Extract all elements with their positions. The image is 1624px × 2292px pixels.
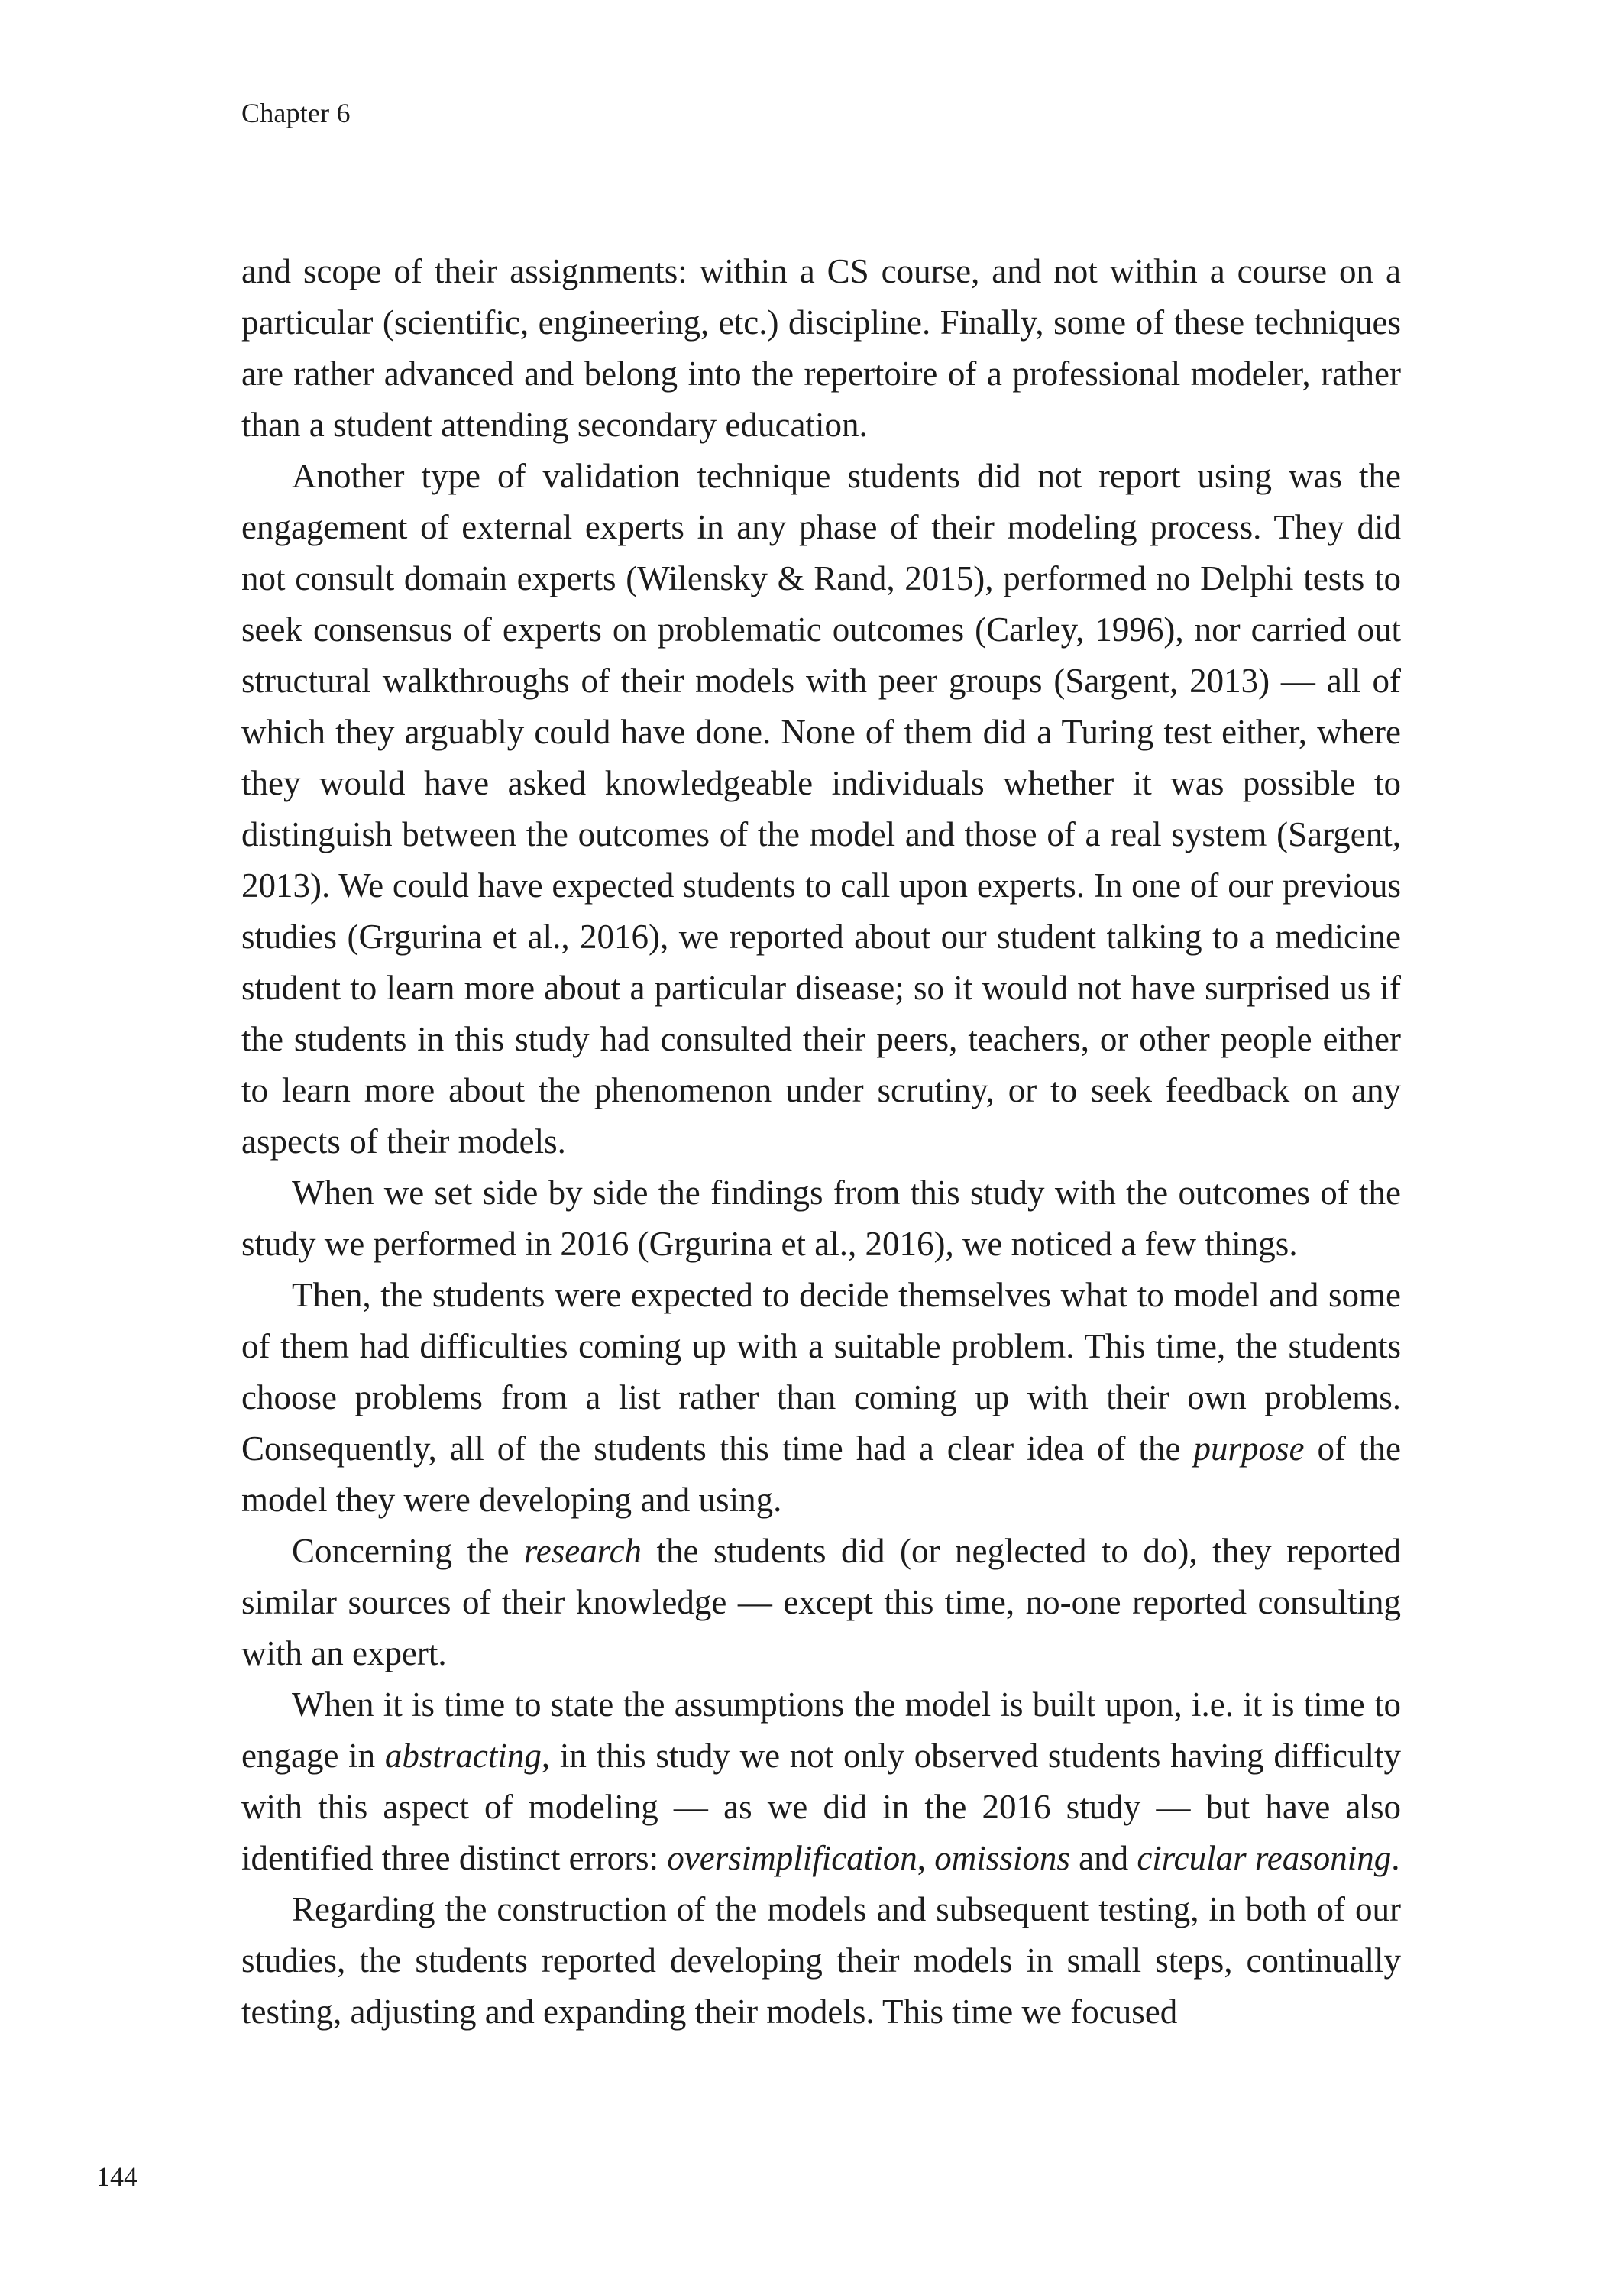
emphasized-term: abstracting (384, 1737, 542, 1775)
paragraph (241, 451, 1401, 1167)
text-run: , (917, 1839, 935, 1877)
paragraph (241, 1526, 1401, 1679)
paragraph (241, 1270, 1401, 1526)
paragraph (241, 1884, 1401, 2038)
text-run: Concerning the (292, 1532, 524, 1570)
paragraph (241, 1167, 1401, 1270)
body-text (241, 246, 1401, 2038)
text-run: the students did (or neglected to do), they reported similar sources of their knowledge — except this time, no-one reported consulting with an expert. (241, 1532, 1401, 1672)
paragraph (241, 1679, 1401, 1884)
emphasized-term: omissions (934, 1839, 1070, 1877)
emphasized-term: oversimplification (667, 1839, 917, 1877)
emphasized-term: circular reasoning (1137, 1839, 1392, 1877)
text-run: and scope of their assignments: within a CS course, and not within a course on a particular (scientific, engineering, etc.) discipline. Finally, some of these techniques are rather advanced and belong into the repertoire of a professional modeler, rather than a student attending secondary education. (241, 252, 1401, 444)
paragraph (241, 246, 1401, 451)
text-run: . (1391, 1839, 1400, 1877)
page-number: 144 (96, 2161, 137, 2192)
emphasized-term: research (523, 1532, 642, 1570)
text-run: , in this study we not only observed students having difficulty with this aspect of modeling — as we did in the 2016 study — but have also identified three distinct errors: (241, 1737, 1402, 1877)
text-run: and (1069, 1839, 1137, 1877)
text-run: When we set side by side the findings from this study with the outcomes of the study we performed in 2016 (Grgurina et al., 2016), we noticed a few things. (241, 1174, 1401, 1263)
text-run: Regarding the construction of the models and subsequent testing, in both of our studies, the students reported developing their models in small steps, continually testing, adjusting and expanding their models. This time we focused (241, 1890, 1401, 2031)
emphasized-term: purpose (1193, 1429, 1305, 1468)
text-run: When it is time to state the assumptions the model is built upon, i.e. it is time to engage in (241, 1685, 1401, 1775)
running-head: Chapter 6 (241, 98, 351, 128)
text-run: of the model they were developing and using. (241, 1429, 1401, 1519)
text-run: Then, the students were expected to decide themselves what to model and some of them had difficulties coming up with a suitable problem. This time, the students choose problems from a list rather than coming up with their own problems. Consequently, all of the students this time had a clear idea of the (241, 1276, 1401, 1468)
text-run: Another type of validation technique students did not report using was the engagement of external experts in any phase of their modeling process. They did not consult domain experts (Wilensky & Rand, 2015), performed no Delphi tests to seek consensus of experts on problematic outcomes (Carley, 1996), nor carried out structural walkthroughs of their models with peer groups (Sargent, 2013) — all of which they arguably could have done. None of them did a Turing test either, where they would have asked knowledgeable individuals whether it was possible to distinguish between the outcomes of the model and those of a real system (Sargent, 2013). We could have expected students to call upon experts. In one of our previous studies (Grgurina et al., 2016), we reported about our student talking to a medicine student to learn more about a particular disease; so it would not have surprised us if the students in this study had consulted their peers, teachers, or other people either to learn more about the phenomenon under scrutiny, or to seek feedback on any aspects of their models. (241, 457, 1401, 1161)
